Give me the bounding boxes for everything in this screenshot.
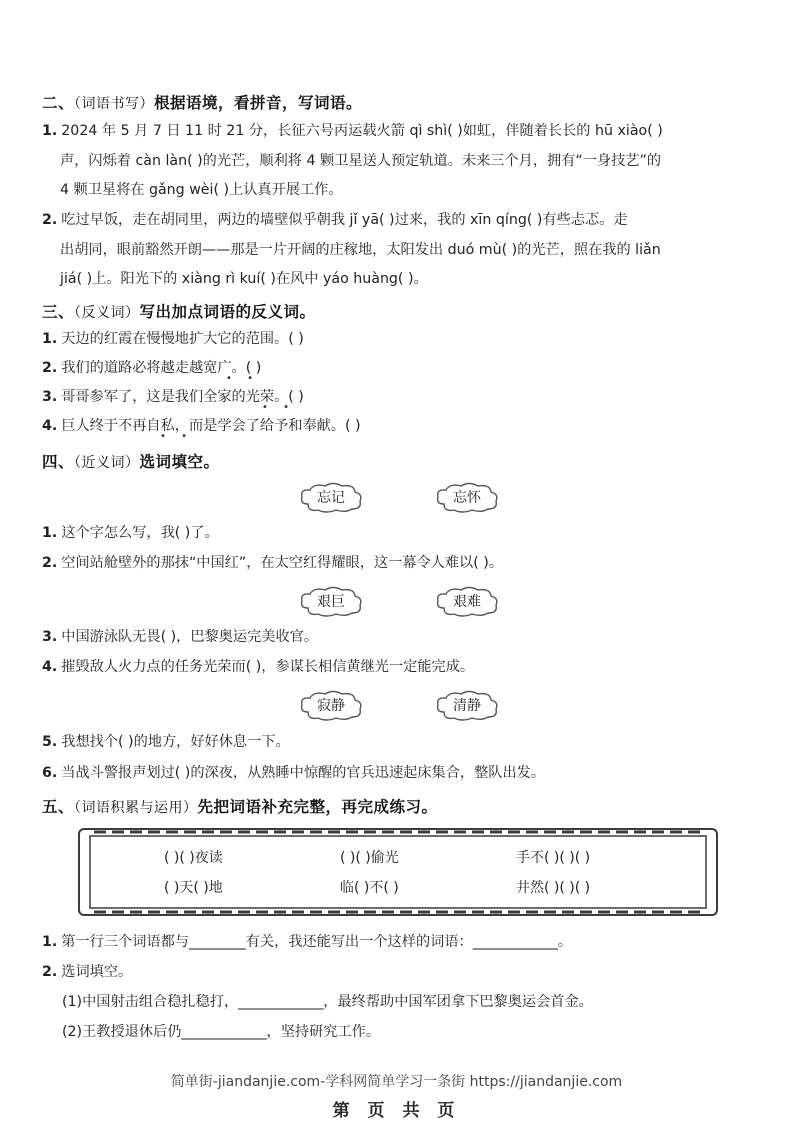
s3-item-4: 4. 巨人终于不再自私，而是学会了给予和奉献。( ) — [42, 418, 361, 434]
section-2-heading: 二、（词语书写）根据语境，看拼音，写词语。 — [42, 94, 363, 112]
word-cloud: 忘怀 — [434, 482, 500, 514]
section-3-heading: 三、（反义词）写出加点词语的反义词。 — [42, 303, 316, 321]
section-4-heading: 四、（近义词）选词填空。 — [42, 453, 220, 471]
s4-item-4: 4. 摧毁敌人火力点的任务光荣而( )，参谋长相信黄继光一定能完成。 — [42, 659, 475, 675]
word-cloud: 艰巨 — [298, 586, 364, 618]
s4-item-3: 3. 中国游泳队无畏( )，巴黎奥运完美收官。 — [42, 629, 319, 645]
s5-q2: 2. 选词填空。 — [42, 964, 133, 980]
s3-item-2: 2. 我们的道路必将越走越宽广。( ) — [42, 360, 262, 376]
word-cloud: 忘记 — [298, 482, 364, 514]
word-cloud: 寂静 — [298, 690, 364, 722]
idiom-cell: ( )( )夜读 — [164, 850, 223, 866]
s2-q1-line1: 1. 2024 年 5 月 7 日 11 时 21 分，长征六号丙运载火箭 qì shì( )如虹，伴随着长长的 hū xiào( ) — [42, 123, 663, 139]
s4-item-5: 5. 我想找个( )的地方，好好休息一下。 — [42, 734, 290, 750]
emphasis-dots: • • — [226, 373, 259, 384]
emphasis-dots: • • — [160, 431, 193, 442]
footer-watermark: 简单街-jiandanjie.com-学科网简单学习一条街 https://jiandanjie.com — [170, 1074, 623, 1090]
s2-q1-line2: 声，闪烁着 càn làn( )的光芒，顺利将 4 颗卫星送人预定轨道。未来三个月，拥有“一身技艺”的 — [60, 153, 662, 169]
box-frame-icon — [76, 826, 720, 918]
section-5-heading: 五、（词语积累与运用）先把词语补充完整，再完成练习。 — [42, 798, 438, 816]
idiom-cell: ( )( )偷光 — [340, 850, 399, 866]
word-cloud: 艰难 — [434, 586, 500, 618]
s2-q2-line1: 2. 吃过早饭，走在胡同里，两边的墙壁似乎朝我 jǐ yā( )过来，我的 xīn qíng( )有些忐忑。走 — [42, 212, 628, 228]
page-number: 第 页 共 页 — [332, 1101, 461, 1121]
s4-item-1: 1. 这个字怎么写，我( )了。 — [42, 525, 219, 541]
s4-item-2: 2. 空间站舱壁外的那抹“中国红”，在太空红得耀眼，这一幕令人难以( )。 — [42, 555, 503, 571]
s3-item-1: 1. 天边的红霞在慢慢地扩大它的范围。( ) — [42, 331, 304, 347]
s5-q2-a: (1)中国射击组合稳扎稳打，____________，最终帮助中国军团拿下巴黎奥运会首金。 — [62, 994, 593, 1010]
s3-item-3: 3. 哥哥参军了，这是我们全家的光荣。( ) — [42, 389, 304, 405]
word-cloud: 清静 — [434, 690, 500, 722]
idiom-cell: 手不( )( )( ) — [516, 850, 591, 866]
idiom-box — [76, 826, 720, 918]
s4-item-6: 6. 当战斗警报声划过( )的深夜，从熟睡中惊醒的官兵迅速起床集合，整队出发。 — [42, 765, 546, 781]
s5-q2-b: (2)王教授退休后仍____________，坚持研究工作。 — [62, 1024, 381, 1040]
s5-q1: 1. 第一行三个词语都与________有关，我还能写出一个这样的词语：____________。 — [42, 934, 573, 950]
emphasis-dots: • • — [262, 402, 295, 413]
idiom-cell: 临( )不( ) — [340, 880, 399, 896]
s2-q1-line3: 4 颗卫星将在 gǎng wèi( )上认真开展工作。 — [60, 182, 343, 198]
idiom-cell: 井然( )( )( ) — [516, 880, 591, 896]
s2-q2-line3: jiá( )上。阳光下的 xiàng rì kuí( )在风中 yáo huàng( )。 — [60, 271, 428, 287]
s2-q2-line2: 出胡同，眼前豁然开朗——那是一片开阔的庄稼地，太阳发出 duó mù( )的光芒，照在我的 liǎn — [60, 242, 661, 258]
idiom-cell: ( )天( )地 — [164, 880, 223, 896]
